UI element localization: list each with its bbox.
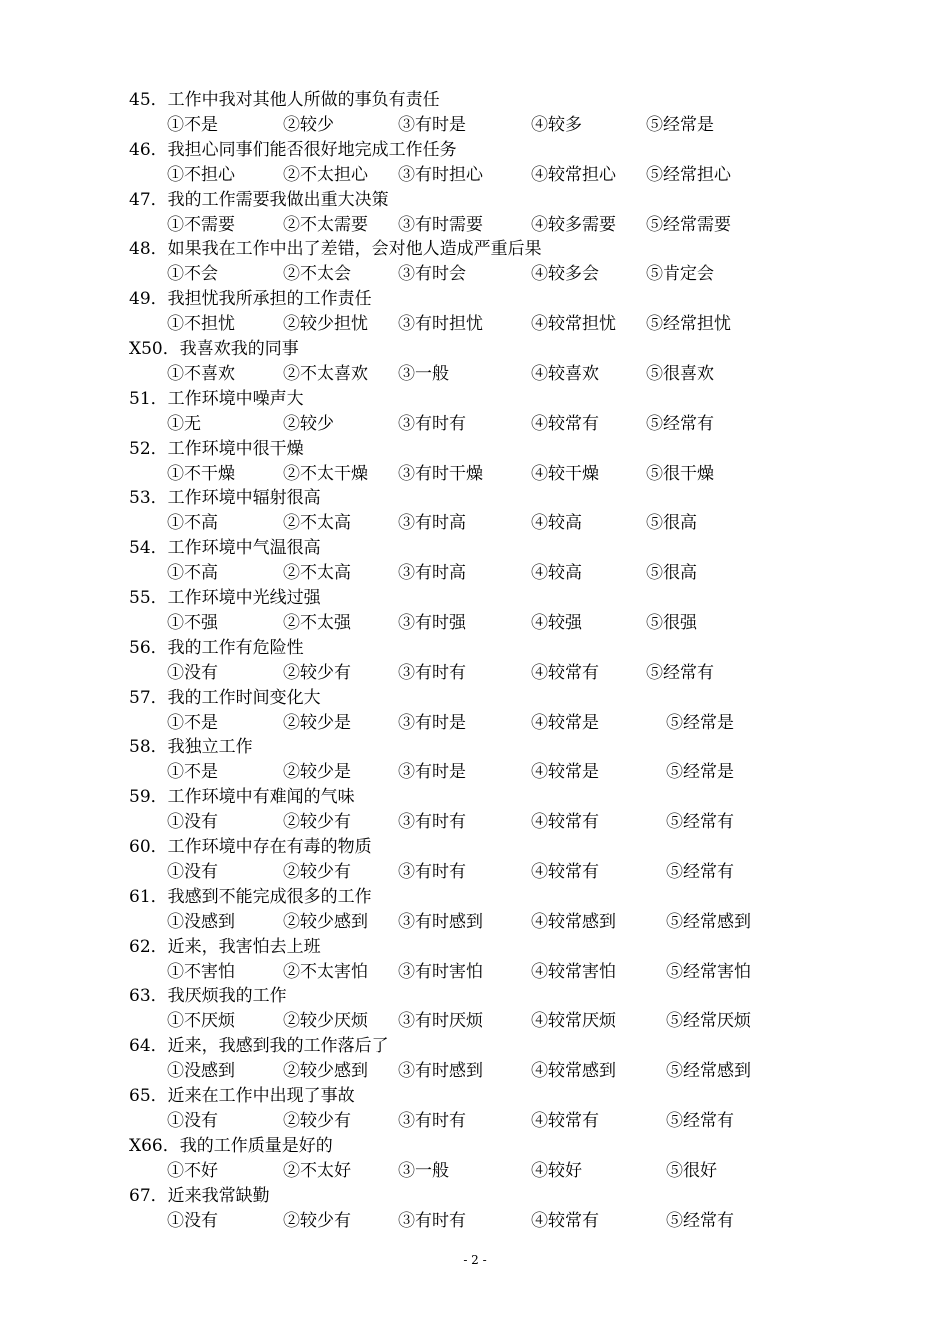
answer-option-2[interactable]: ②不太高 <box>283 513 351 534</box>
answer-option-5[interactable]: ⑤经常是 <box>646 115 714 135</box>
question-item <box>0 785 950 835</box>
answer-option-1[interactable]: ①不担忧 <box>167 314 235 335</box>
answer-option-2[interactable]: ②不太害怕 <box>283 961 368 982</box>
answer-option-2[interactable]: ②较少有 <box>283 1210 351 1231</box>
answer-option-3[interactable]: ③有时有 <box>398 662 466 683</box>
answer-option-3[interactable]: ③有时有 <box>398 861 466 882</box>
answer-option-3[interactable]: ③有时干燥 <box>398 463 483 484</box>
answer-option-5[interactable]: ⑤经常需要 <box>646 214 731 235</box>
answer-option-4[interactable]: ④较常感到 <box>531 911 616 932</box>
answer-option-4[interactable]: ④较常是 <box>531 762 599 783</box>
answer-option-3[interactable]: ③有时有 <box>398 812 466 833</box>
answer-option-1[interactable]: ①不高 <box>167 513 218 534</box>
answer-option-5[interactable]: ⑤经常有 <box>666 812 734 833</box>
answer-option-1[interactable]: ①不是 <box>167 712 218 733</box>
answer-option-2[interactable]: ②不太干燥 <box>283 463 368 484</box>
answer-option-3[interactable]: ③有时是 <box>398 115 466 135</box>
question-item <box>0 188 950 238</box>
page-number: - 2 - <box>463 1253 487 1267</box>
answer-option-1[interactable]: ①不担心 <box>167 164 235 185</box>
answer-option-1[interactable]: ①没有 <box>167 1210 218 1231</box>
answer-option-5[interactable]: ⑤经常感到 <box>666 1061 751 1082</box>
answer-option-1[interactable]: ①没有 <box>167 861 218 882</box>
answer-option-1[interactable]: ①不是 <box>167 115 218 135</box>
answer-option-5[interactable]: ⑤经常担心 <box>646 164 731 185</box>
question-item <box>0 586 950 636</box>
answer-option-4[interactable]: ④较常有 <box>531 861 599 882</box>
answer-option-2[interactable]: ②较少感到 <box>283 911 368 932</box>
answer-option-1[interactable]: ①不干燥 <box>167 463 235 484</box>
answer-option-5[interactable]: ⑤经常厌烦 <box>666 1011 751 1032</box>
question-text: 53．工作环境中辐射很高 <box>129 488 321 509</box>
answer-option-2[interactable]: ②不太喜欢 <box>283 363 368 384</box>
question-item <box>0 1084 950 1134</box>
question-text: 61．我感到不能完成很多的工作 <box>129 886 372 907</box>
answer-option-2[interactable]: ②较少有 <box>283 662 351 683</box>
answer-option-2[interactable]: ②较少厌烦 <box>283 1011 368 1032</box>
answer-option-1[interactable]: ①不是 <box>167 762 218 783</box>
answer-option-2[interactable]: ②较少担忧 <box>283 314 368 335</box>
question-item <box>0 237 950 287</box>
question-text: X66．我的工作质量是好的 <box>129 1135 333 1156</box>
answer-option-2[interactable]: ②不太需要 <box>283 214 368 235</box>
question-text: 48．如果我在工作中出了差错，会对他人造成严重后果 <box>129 239 542 260</box>
answer-option-2[interactable]: ②不太会 <box>283 264 351 285</box>
answer-option-1[interactable]: ①不害怕 <box>167 961 235 982</box>
question-text: 51．工作环境中噪声大 <box>129 388 304 409</box>
answer-option-2[interactable]: ②较少有 <box>283 861 351 882</box>
answer-option-1[interactable]: ①无 <box>167 413 201 434</box>
answer-option-5[interactable]: ⑤肯定会 <box>646 264 714 285</box>
answer-option-3[interactable]: ③有时担心 <box>398 164 483 185</box>
answer-option-3[interactable]: ③有时高 <box>398 563 466 584</box>
answer-option-3[interactable]: ③有时害怕 <box>398 961 483 982</box>
answer-option-3[interactable]: ③有时有 <box>398 1210 466 1231</box>
answer-option-4[interactable]: ④较干燥 <box>531 463 599 484</box>
answer-option-4[interactable]: ④较常有 <box>531 662 599 683</box>
question-text: X50．我喜欢我的同事 <box>129 338 299 359</box>
answer-option-4[interactable]: ④较多需要 <box>531 214 616 235</box>
answer-option-4[interactable]: ④较常担心 <box>531 164 616 185</box>
answer-option-4[interactable]: ④较常有 <box>531 413 599 434</box>
answer-option-5[interactable]: ⑤经常有 <box>666 1210 734 1231</box>
answer-option-4[interactable]: ④较常厌烦 <box>531 1011 616 1032</box>
question-item <box>0 287 950 337</box>
answer-option-4[interactable]: ④较常是 <box>531 712 599 733</box>
question-item <box>0 984 950 1034</box>
answer-option-2[interactable]: ②较少 <box>283 115 334 135</box>
answer-option-5[interactable]: ⑤经常有 <box>666 861 734 882</box>
answer-option-1[interactable]: ①没有 <box>167 812 218 833</box>
question-text: 46．我担心同事们能否很好地完成工作任务 <box>129 139 457 160</box>
answer-option-4[interactable]: ④较多 <box>531 115 582 135</box>
answer-option-3[interactable]: ③有时厌烦 <box>398 1011 483 1032</box>
answer-option-4[interactable]: ④较常感到 <box>531 1061 616 1082</box>
question-item <box>0 636 950 686</box>
answer-option-4[interactable]: ④较好 <box>531 1160 582 1181</box>
answer-option-3[interactable]: ③有时会 <box>398 264 466 285</box>
question-item <box>0 536 950 586</box>
answer-option-2[interactable]: ②较少是 <box>283 762 351 783</box>
answer-option-1[interactable]: ①不需要 <box>167 214 235 235</box>
question-item <box>0 437 950 487</box>
answer-option-5[interactable]: ⑤经常感到 <box>666 911 751 932</box>
answer-option-5[interactable]: ⑤经常担忧 <box>646 314 731 335</box>
answer-option-5[interactable]: ⑤经常有 <box>646 413 714 434</box>
question-item <box>0 1134 950 1184</box>
question-text: 45．工作中我对其他人所做的事负有责任 <box>129 90 440 110</box>
answer-option-4[interactable]: ④较多会 <box>531 264 599 285</box>
question-text: 56．我的工作有危险性 <box>129 637 304 658</box>
answer-option-1[interactable]: ①不厌烦 <box>167 1011 235 1032</box>
answer-option-4[interactable]: ④较高 <box>531 563 582 584</box>
question-item <box>0 935 950 985</box>
answer-option-5[interactable]: ⑤很好 <box>666 1160 717 1181</box>
answer-option-2[interactable]: ②较少有 <box>283 812 351 833</box>
question-text: 55．工作环境中光线过强 <box>129 587 321 608</box>
answer-option-1[interactable]: ①不强 <box>167 612 218 633</box>
answer-option-2[interactable]: ②不太好 <box>283 1160 351 1181</box>
question-text: 64．近来，我感到我的工作落后了 <box>129 1036 389 1057</box>
answer-option-3[interactable]: ③一般 <box>398 363 449 384</box>
question-text: 59．工作环境中有难闻的气味 <box>129 787 355 808</box>
answer-option-1[interactable]: ①不喜欢 <box>167 363 235 384</box>
question-item <box>0 88 950 138</box>
question-text: 63．我厌烦我的工作 <box>129 986 287 1007</box>
answer-option-3[interactable]: ③有时感到 <box>398 911 483 932</box>
question-text: 62．近来，我害怕去上班 <box>129 936 321 957</box>
answer-option-1[interactable]: ①没感到 <box>167 1061 235 1082</box>
question-text: 60．工作环境中存在有毒的物质 <box>129 836 372 857</box>
answer-option-2[interactable]: ②较少感到 <box>283 1061 368 1082</box>
answer-option-4[interactable]: ④较强 <box>531 612 582 633</box>
answer-option-4[interactable]: ④较常有 <box>531 812 599 833</box>
question-item <box>0 735 950 785</box>
question-text: 52．工作环境中很干燥 <box>129 438 304 459</box>
answer-option-5[interactable]: ⑤很强 <box>646 612 697 633</box>
question-item <box>0 387 950 437</box>
answer-option-3[interactable]: ③有时感到 <box>398 1061 483 1082</box>
answer-option-1[interactable]: ①不会 <box>167 264 218 285</box>
answer-option-3[interactable]: ③有时担忧 <box>398 314 483 335</box>
question-item <box>0 885 950 935</box>
question-item <box>0 686 950 736</box>
answer-option-1[interactable]: ①没有 <box>167 1110 218 1131</box>
answer-option-5[interactable]: ⑤很高 <box>646 513 697 534</box>
question-text: 54．工作环境中气温很高 <box>129 538 321 559</box>
answer-option-4[interactable]: ④较常有 <box>531 1110 599 1131</box>
answer-option-1[interactable]: ①没有 <box>167 662 218 683</box>
answer-option-4[interactable]: ④较常担忧 <box>531 314 616 335</box>
answer-option-2[interactable]: ②不太高 <box>283 563 351 584</box>
question-text: 47．我的工作需要我做出重大决策 <box>129 189 389 210</box>
answer-option-5[interactable]: ⑤很高 <box>646 563 697 584</box>
answer-option-4[interactable]: ④较常害怕 <box>531 961 616 982</box>
answer-option-3[interactable]: ③有时强 <box>398 612 466 633</box>
question-item <box>0 337 950 387</box>
answer-option-5[interactable]: ⑤经常是 <box>666 762 734 783</box>
answer-option-2[interactable]: ②不太担心 <box>283 164 368 185</box>
answer-option-5[interactable]: ⑤经常是 <box>666 712 734 733</box>
answer-option-3[interactable]: ③有时是 <box>398 762 466 783</box>
answer-option-3[interactable]: ③有时是 <box>398 712 466 733</box>
questionnaire <box>0 88 950 1233</box>
question-item <box>0 1184 950 1234</box>
answer-option-3[interactable]: ③有时需要 <box>398 214 483 235</box>
answer-option-5[interactable]: ⑤很干燥 <box>646 463 714 484</box>
answer-option-2[interactable]: ②较少有 <box>283 1110 351 1131</box>
question-item <box>0 138 950 188</box>
question-item <box>0 835 950 885</box>
question-text: 65．近来在工作中出现了事故 <box>129 1085 355 1106</box>
answer-option-4[interactable]: ④较喜欢 <box>531 363 599 384</box>
answer-option-3[interactable]: ③有时有 <box>398 413 466 434</box>
question-text: 49．我担忧我所承担的工作责任 <box>129 289 372 310</box>
answer-option-2[interactable]: ②较少是 <box>283 712 351 733</box>
answer-option-3[interactable]: ③有时有 <box>398 1110 466 1131</box>
answer-option-5[interactable]: ⑤经常有 <box>666 1110 734 1131</box>
answer-option-4[interactable]: ④较高 <box>531 513 582 534</box>
answer-option-5[interactable]: ⑤经常害怕 <box>666 961 751 982</box>
answer-option-2[interactable]: ②较少 <box>283 413 334 434</box>
answer-option-2[interactable]: ②不太强 <box>283 612 351 633</box>
answer-option-5[interactable]: ⑤很喜欢 <box>646 363 714 384</box>
answer-option-1[interactable]: ①不好 <box>167 1160 218 1181</box>
answer-option-3[interactable]: ③有时高 <box>398 513 466 534</box>
answer-option-1[interactable]: ①不高 <box>167 563 218 584</box>
answer-option-1[interactable]: ①没感到 <box>167 911 235 932</box>
question-item <box>0 486 950 536</box>
answer-option-3[interactable]: ③一般 <box>398 1160 449 1181</box>
answer-option-4[interactable]: ④较常有 <box>531 1210 599 1231</box>
question-item <box>0 1034 950 1084</box>
answer-option-5[interactable]: ⑤经常有 <box>646 662 714 683</box>
question-text: 58．我独立工作 <box>129 737 253 758</box>
question-text: 67．近来我常缺勤 <box>129 1185 270 1206</box>
question-text: 57．我的工作时间变化大 <box>129 687 321 708</box>
